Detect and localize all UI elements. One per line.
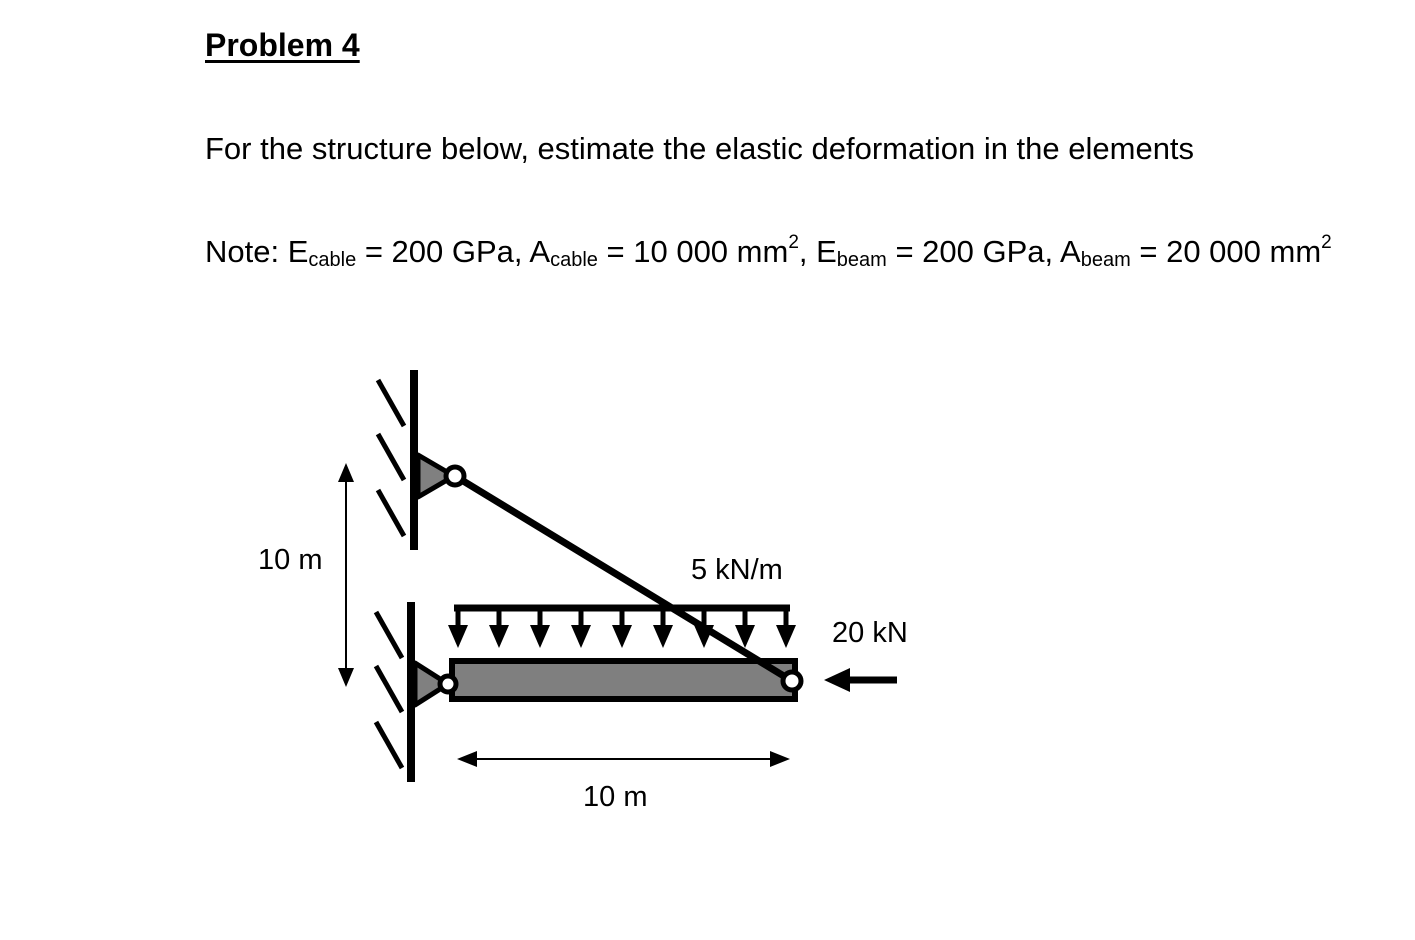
load-arrow	[489, 625, 509, 648]
problem-prompt: For the structure below, estimate the elastic deformation in the elements	[205, 131, 1195, 166]
e-beam-subscript: beam	[836, 249, 887, 271]
load-arrow	[571, 625, 591, 648]
lower-wall	[376, 602, 411, 782]
load-arrows	[448, 608, 796, 648]
upper-wall	[378, 370, 414, 550]
load-arrow	[530, 625, 550, 648]
distributed-load-label: 5 kN/m	[691, 554, 783, 586]
a-beam-subscript: beam	[1080, 249, 1131, 271]
beam	[452, 661, 795, 699]
a-cable-value: = 10 000 mm	[597, 234, 789, 269]
a-cable-subscript: cable	[550, 249, 598, 271]
point-load-head	[824, 668, 850, 692]
height-dimension-arrow-bottom	[338, 668, 354, 687]
lower-pin	[440, 676, 456, 692]
upper-pin	[446, 467, 464, 485]
span-dimension-arrow-left	[457, 751, 477, 767]
e-cable-value: = 200 GPa, A	[356, 234, 551, 269]
height-label: 10 m	[258, 544, 323, 576]
beam-end-pin	[783, 672, 801, 690]
height-dimension	[258, 463, 354, 687]
span-dimension-arrow-right	[770, 751, 790, 767]
a-cable-exponent: 2	[788, 232, 799, 253]
height-dimension-arrow-top	[338, 463, 354, 482]
point-load-label: 20 kN	[832, 617, 908, 649]
span-dimension	[457, 751, 790, 813]
lower-wall-hatch	[376, 612, 402, 658]
load-arrow	[448, 625, 468, 648]
e-beam-value: = 200 GPa, A	[886, 234, 1081, 269]
load-arrow	[653, 625, 673, 648]
e-cable-subscript: cable	[308, 249, 357, 271]
load-arrow	[612, 625, 632, 648]
load-arrow	[776, 625, 796, 648]
lower-wall-hatch	[376, 666, 402, 712]
upper-wall-hatch	[378, 380, 404, 426]
note-prefix: Note: E	[205, 234, 309, 269]
upper-wall-hatch	[378, 434, 404, 480]
a-beam-value: = 20 000 mm	[1130, 234, 1322, 269]
a-beam-exponent: 2	[1321, 232, 1332, 253]
upper-wall-hatch	[378, 490, 404, 536]
point-load-arrow	[824, 668, 897, 692]
span-label: 10 m	[583, 781, 648, 813]
lower-wall-hatch	[376, 722, 402, 768]
distributed-load	[448, 608, 796, 648]
problem-title: Problem 4	[205, 27, 360, 63]
note-separator: , E	[798, 234, 837, 269]
